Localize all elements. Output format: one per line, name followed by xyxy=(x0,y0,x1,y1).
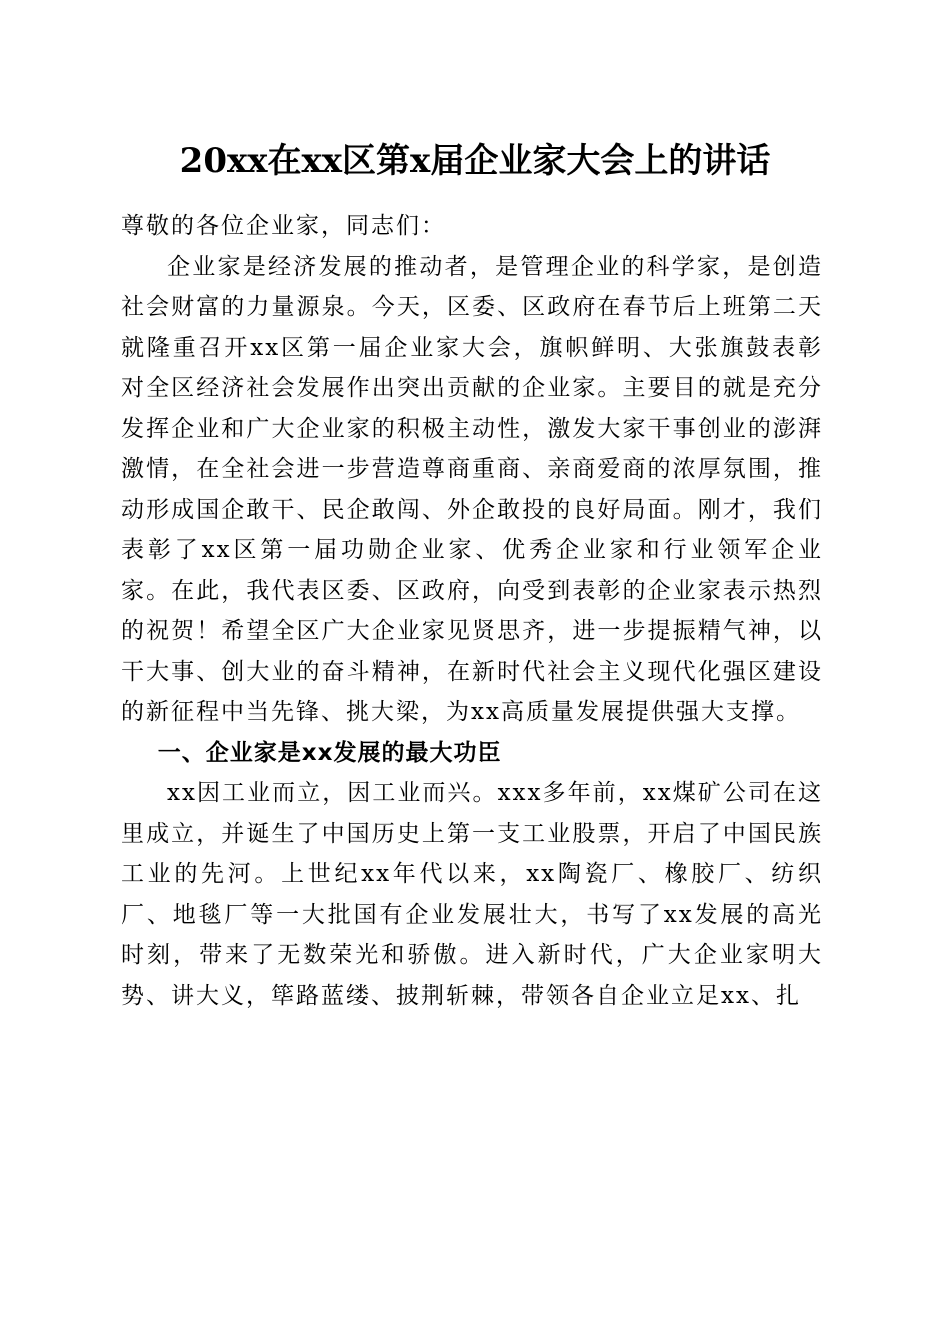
document-body xyxy=(121,206,823,1016)
paragraph-intro: 企业家是经济发展的推动者，是管理企业的科学家，是创造社会财富的力量源泉。今天，区委、区政府在春节后上班第二天就隆重召开xx区第一届企业家大会，旗帜鲜明、大张旗鼓表彰对全区经济社会发展作出突出贡献的企业家。主要目的就是充分发挥企业和广大企业家的积极主动性，激发大家干事创业的澎湃激情，在全社会进一步营造尊商重商、亲商爱商的浓厚氛围，推动形成国企敢干、民企敢闯、外企敢投的良好局面。刚才，我们表彰了xx区第一届功勋企业家、优秀企业家和行业领军企业家。在此，我代表区委、区政府，向受到表彰的企业家表示热烈的祝贺！希望全区广大企业家见贤思齐，进一步提振精气神，以干大事、创大业的奋斗精神，在新时代社会主义现代化强区建设的新征程中当先锋、挑大梁，为xx高质量发展提供强大支撑。 xyxy=(121,253,823,725)
section-heading: 一、企业家是xx发展的最大功臣 xyxy=(157,739,502,766)
paragraph-section-1: xx因工业而立，因工业而兴。xxx多年前，xx煤矿公司在这里成立，并诞生了中国历史上第一支工业股票，开启了中国民族工业的先河。上世纪xx年代以来，xx陶瓷厂、橡胶厂、纺织厂、地毯厂等一大批国有企业发展壮大，书写了xx发展的高光时刻，带来了无数荣光和骄傲。进入新时代，广大企业家明大势、讲大义，筚路蓝缕、披荆斩棘，带领各自企业立足xx、扎 xyxy=(121,780,823,1009)
greeting: 尊敬的各位企业家，同志们： xyxy=(121,213,446,239)
document-title: 20xx在xx区第x届企业家大会上的讲话 xyxy=(179,141,771,181)
